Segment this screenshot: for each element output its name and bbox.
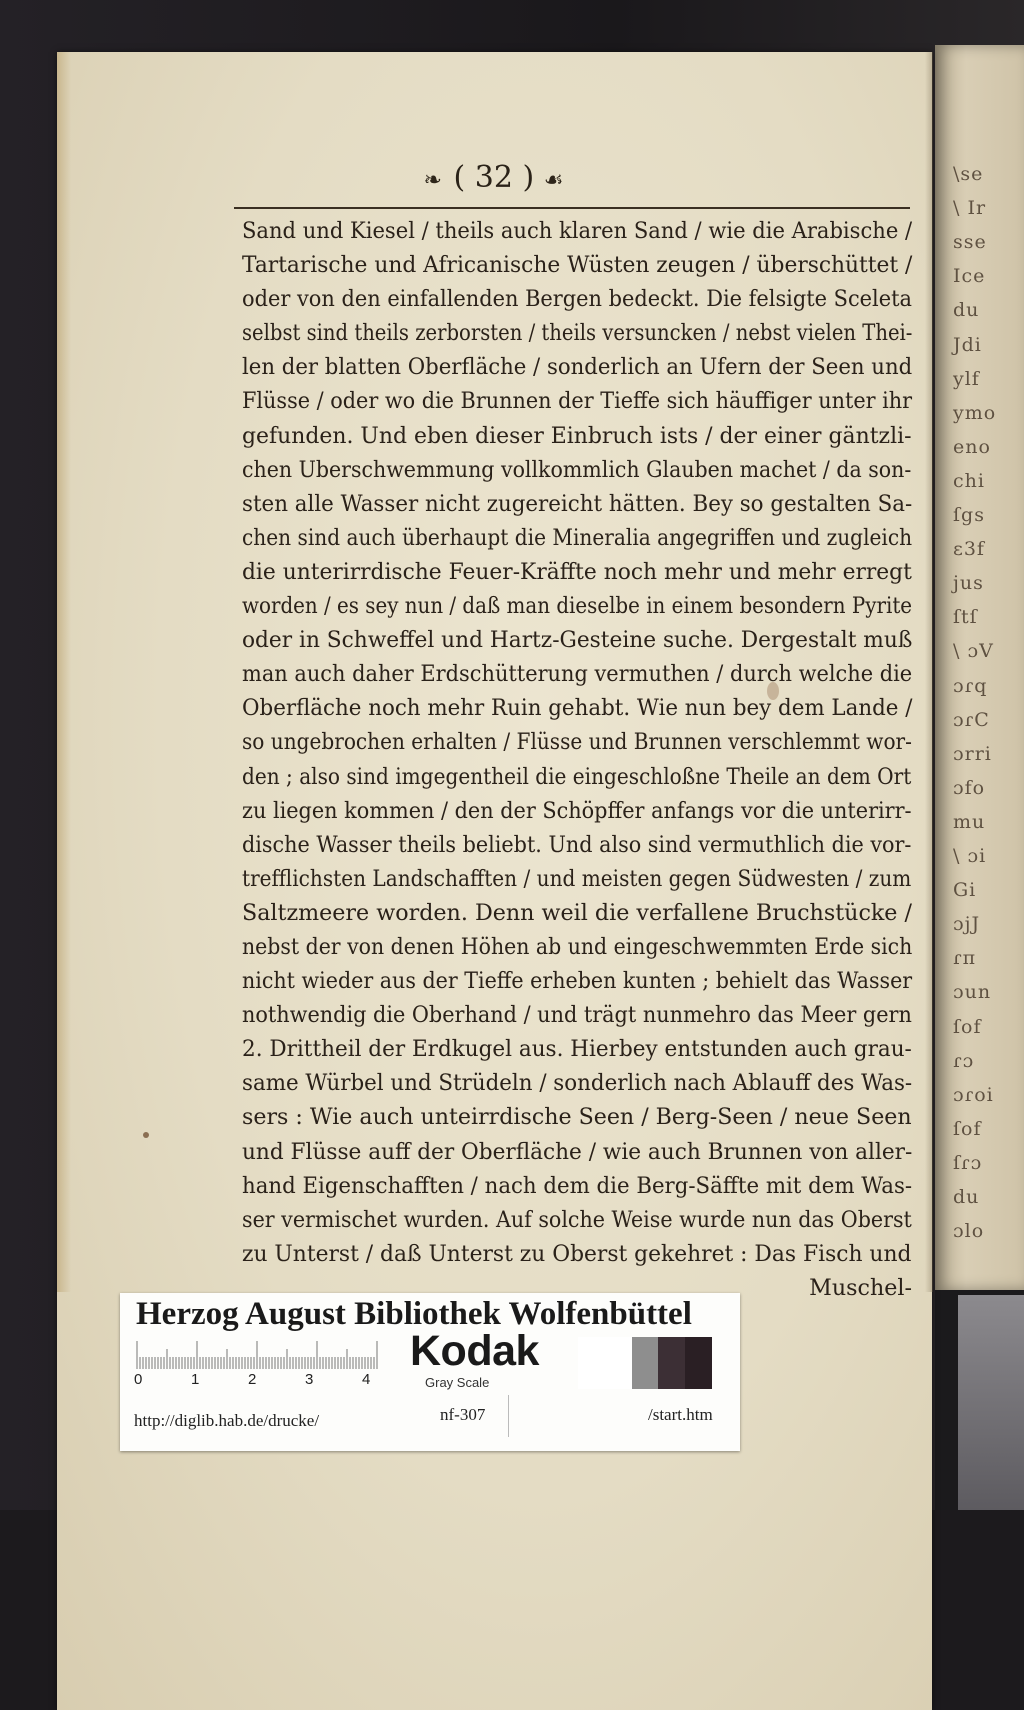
ruler-numbers: [134, 1371, 384, 1391]
text-line: die unterirrdische Feuer-Kräffte noch mehr und mehr erregt: [242, 558, 912, 585]
ruler-number: 3: [305, 1371, 314, 1388]
text-line: chen Uberschwemmung vollkommlich Glauben machet / da son-: [242, 456, 912, 483]
facing-page-fragment: ɔun: [953, 981, 992, 1004]
gray-swatch: [605, 1337, 632, 1389]
gray-swatches: [578, 1337, 712, 1389]
catchword: Muschel-: [809, 1274, 912, 1301]
facing-page-fragment: ɔrri: [953, 742, 992, 765]
ornament-right-icon: ☙: [543, 168, 566, 193]
facing-page-fragment: jus: [953, 572, 984, 595]
facing-page-fragment: ε3f: [953, 538, 985, 561]
ruler-number: 2: [248, 1371, 257, 1388]
ruler-number: 0: [134, 1371, 143, 1388]
text-line: sers : Wie auch unteirrdische Seen / Berg-Seen / neue Seen: [242, 1104, 912, 1131]
facing-page-fragment: ɔɾq: [953, 674, 988, 697]
text-line: Sand und Kiesel / theils auch klaren Sand / wie die Arabische /: [242, 218, 913, 244]
page-edge-stain: [57, 52, 71, 1292]
facing-page-fragment: ɔlo: [953, 1220, 985, 1243]
text-line: ser vermischet wurden. Auf solche Weise wurde nun das Oberst: [242, 1206, 912, 1233]
institution-title: Herzog August Bibliothek Wolfenbüttel: [136, 1296, 692, 1332]
ink-spot: [767, 682, 779, 700]
facing-page-fragment: ɔɾC: [953, 708, 990, 731]
facing-page-fragment: ɾɔ: [953, 1049, 975, 1072]
gray-scale-label: Gray Scale: [425, 1375, 490, 1390]
facing-page-fragment: ſof: [953, 1117, 982, 1140]
facing-page-fragment: eno: [953, 435, 991, 458]
facing-page-fragment: \ Ir: [953, 197, 987, 220]
facing-page-fragment: ſɾɔ: [953, 1151, 983, 1174]
text-line: Tartarische und Africanische Wüsten zeugen / überschüttet /: [242, 252, 913, 279]
text-line: selbst sind theils zerborsten / theils versuncken / nebst vielen Thei-: [242, 320, 913, 347]
facing-page-fragment: Jdi: [953, 333, 982, 356]
gutter-shadow: [925, 52, 933, 1292]
text-line: trefflichsten Landschafften / und meisten gegen Südwesten / zum: [242, 865, 912, 892]
ruler-scale: [134, 1341, 384, 1369]
facing-page-fragment: ylf: [953, 367, 980, 390]
facing-page-fragment: Gi: [953, 879, 977, 902]
facing-page-fragment: \se: [953, 163, 984, 185]
text-line: oder in Schweffel und Hartz-Gesteine suche. Dergestalt muß: [242, 627, 913, 654]
gray-swatch: [632, 1337, 659, 1389]
divider-line: [508, 1395, 509, 1437]
facing-page-fragment: \ ɔi: [953, 845, 987, 867]
shelf-code: nf-307: [440, 1405, 486, 1424]
text-line: hand Eigenschafften / nach dem die Berg-Säffte mit dem Was-: [242, 1172, 913, 1199]
ruler-number: 1: [191, 1371, 200, 1388]
text-line: man auch daher Erdschütterung vermuthen / durch welche die: [242, 661, 913, 688]
text-line: so ungebrochen erhalten / Flüsse und Brunnen verschlemmt wor-: [242, 729, 912, 756]
kodak-logo: Kodak: [410, 1327, 539, 1375]
right-gray-card: [958, 1295, 1024, 1510]
text-line: nebst der von denen Höhen ab und eingeschwemmten Erde sich: [242, 933, 913, 960]
color-target-card: [120, 1293, 740, 1451]
text-line: gefunden. Und eben dieser Einbruch ists / der einer gäntzli-: [242, 422, 912, 449]
facing-page-fragment: ſgs: [953, 504, 985, 526]
text-line: len der blatten Oberfläche / sonderlich an Ufern der Seen und: [242, 354, 913, 381]
text-line: chen sind auch überhaupt die Mineralia angegriffen und zugleich: [242, 524, 913, 551]
text-line: 2. Drittheil der Erdkugel aus. Hierbey entstunden auch grau-: [242, 1036, 912, 1063]
facing-page-fragment: mu: [953, 810, 986, 833]
facing-page-fragment: ſtſ: [953, 606, 978, 629]
facing-page-fragment: ɔɾoi: [953, 1083, 994, 1106]
page-number: ( 32 ): [453, 160, 535, 195]
text-line: nothwendig die Oberhand / und trägt nunmehro das Meer gern: [242, 1002, 912, 1029]
page-header: [57, 160, 932, 195]
text-line: dische Wasser theils beliebt. Und also sind vermuthlich die vor-: [242, 831, 912, 858]
facing-page-fragment: du: [953, 1186, 980, 1208]
text-line: zu Unterst / daß Unterst zu Oberst gekehret : Das Fisch und: [242, 1240, 912, 1267]
ruler-number: 4: [362, 1371, 371, 1388]
text-line: den ; also sind imgegentheil die eingeschloßne Theile an dem Ort: [242, 763, 912, 790]
facing-page-fragment: ɔjJ: [953, 913, 981, 936]
text-line: worden / es sey nun / daß man dieselbe in einem besondern Pyrite: [242, 593, 913, 620]
text-line: Saltzmeere worden. Denn weil die verfallene Bruchstücke /: [242, 899, 912, 926]
gray-swatch: [578, 1337, 605, 1389]
text-line: same Würbel und Strüdeln / sonderlich nach Ablauff des Was-: [242, 1070, 913, 1097]
facing-page-fragment: ſof: [953, 1015, 982, 1038]
facing-page-fragment: sse: [953, 231, 987, 254]
gray-swatch: [658, 1337, 685, 1389]
facing-page-fragment: ɔfo: [953, 776, 986, 799]
text-line: sten alle Wasser nicht zugereicht hätten. Bey so gestalten Sa-: [242, 490, 913, 517]
url-left: http://diglib.hab.de/drucke/: [134, 1411, 320, 1430]
url-right: /start.htm: [648, 1405, 713, 1424]
text-line: Flüsse / oder wo die Brunnen der Tieffe sich häuffiger unter ihr: [242, 388, 913, 415]
text-line: oder von den einfallenden Bergen bedeckt. Die felsigte Sceleta: [242, 286, 912, 313]
facing-page-fragment: Ice: [953, 265, 986, 288]
body-text: [242, 214, 912, 1305]
text-line: nicht wieder aus der Tieffe erheben kunten ; behielt das Wasser: [242, 968, 913, 995]
text-line: und Flüsse auff der Oberfläche / wie auch Brunnen von aller-: [242, 1138, 913, 1165]
facing-page-fragment: chi: [953, 469, 985, 492]
facing-page-edge: [935, 45, 1024, 1290]
book-page: [57, 52, 932, 1710]
facing-page-fragment: ymo: [953, 401, 997, 424]
ink-spot: [143, 1132, 149, 1138]
facing-page-fragment: \ ɔV: [953, 640, 994, 663]
ornament-left-icon: ❧: [423, 168, 444, 193]
text-line: Oberfläche noch mehr Ruin gehabt. Wie nun bey dem Lande /: [242, 695, 913, 722]
gray-swatch: [685, 1337, 712, 1389]
facing-page-fragment: ɾπ: [953, 947, 977, 970]
text-line: zu liegen kommen / den der Schöpffer anfangs vor die unterirr-: [242, 797, 912, 824]
header-rule: [234, 207, 910, 209]
facing-page-fragment: du: [953, 299, 980, 322]
